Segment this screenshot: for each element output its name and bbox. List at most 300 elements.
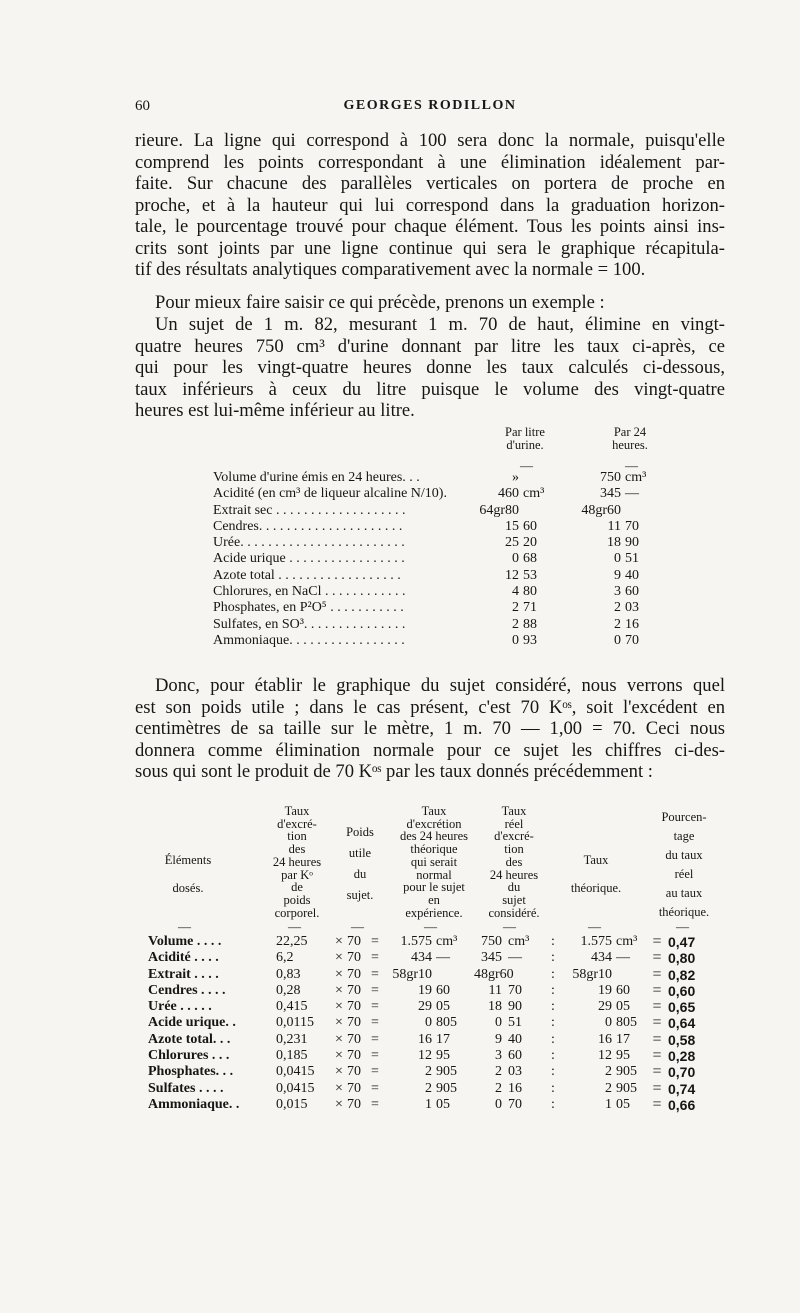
- equals-sign: =: [371, 966, 379, 982]
- excretion-rate: 0,185: [276, 1048, 308, 1064]
- per-litre-value: 15: [505, 518, 519, 534]
- header-line: dosés.: [172, 881, 204, 895]
- equals-sign: =: [652, 949, 662, 967]
- theoretical-rate-decimal: 60: [616, 982, 630, 998]
- per-litre-value: 0: [512, 632, 519, 648]
- theoretical-decimal: 805: [436, 1015, 457, 1031]
- header-line: d'excré-: [494, 829, 534, 844]
- theoretical-value: 1: [425, 1096, 432, 1112]
- header-line: du: [353, 867, 367, 881]
- header-line: considéré.: [488, 905, 540, 920]
- real-decimal: 90: [508, 999, 522, 1015]
- real-decimal: cm³: [508, 934, 530, 949]
- real-decimal: 03: [508, 1064, 522, 1080]
- real-value: 0: [495, 1015, 502, 1031]
- per-24h-value: 3: [614, 584, 621, 600]
- header-line: du taux: [665, 848, 703, 862]
- text-line: tale, le pourcentage trouvé pour chaque élément. Tous les points ainsi ins-: [135, 216, 725, 237]
- table-row: [148, 999, 728, 1015]
- per-litre-value: 460: [498, 486, 519, 502]
- excretion-rate: 22,25: [276, 934, 308, 949]
- text-line: quatre heures 750 cm³ d'urine donnant par litre les taux ci-après, ce: [135, 335, 725, 357]
- theoretical-rate-decimal: 805: [616, 1015, 637, 1031]
- real-decimal: 70: [508, 1096, 522, 1112]
- weight-value: 70: [347, 1015, 361, 1031]
- theoretical-rate-decimal: 905: [616, 1064, 637, 1080]
- theoretical-rate-value: 0: [605, 1015, 612, 1031]
- per-litre-value: 64gr80: [479, 502, 519, 518]
- equals-sign: =: [652, 933, 662, 950]
- row-label: Acidité (en cm³ de liqueur alcaline N/10).: [213, 486, 447, 502]
- percentage-value: 0,60: [668, 982, 696, 999]
- weight-value: 70: [347, 1031, 361, 1047]
- per-24h-value: 345: [600, 486, 621, 502]
- percentage-value: 0,74: [668, 1080, 696, 1097]
- table-row: [148, 983, 728, 999]
- column-header-theoretical-rate: [558, 846, 634, 902]
- real-value: 9: [495, 1031, 502, 1047]
- per-litre-decimal: 80: [523, 584, 537, 600]
- equals-sign: =: [371, 934, 379, 949]
- text-line: rieure. La ligne qui correspond à 100 sera donc la normale, puisqu'elle: [135, 130, 725, 151]
- header-rule: —: [503, 919, 516, 934]
- header-line: corporel.: [274, 905, 320, 920]
- percentage-value: 0,58: [668, 1031, 696, 1048]
- theoretical-rate-decimal: cm³: [616, 934, 638, 949]
- real-value: 11: [488, 982, 502, 998]
- per-litre-value: 4: [512, 584, 519, 600]
- header-rule: —: [625, 458, 638, 473]
- theoretical-rate-value: 2: [605, 1080, 612, 1096]
- equals-sign: =: [652, 1030, 662, 1048]
- theoretical-rate-decimal: 05: [616, 999, 630, 1015]
- theoretical-decimal: —: [436, 950, 450, 966]
- percentage-table-rows: [148, 934, 728, 1113]
- paragraph-3: [135, 314, 725, 422]
- header-line: de: [291, 880, 303, 895]
- ratio-colon: :: [551, 1064, 555, 1080]
- column-header-real: [474, 805, 554, 919]
- per-litre-decimal: 88: [523, 616, 537, 632]
- real-decimal: 16: [508, 1080, 522, 1096]
- weight-value: 70: [347, 1096, 361, 1112]
- element-label: Phosphates. . .: [148, 1064, 234, 1080]
- header-line: en: [428, 892, 440, 907]
- equals-sign: =: [652, 965, 662, 983]
- text-line: crits sont joints par une ligne continue qui sera le graphique récapitula-: [135, 237, 725, 259]
- ratio-colon: :: [551, 982, 555, 998]
- theoretical-rate-decimal: —: [616, 950, 630, 966]
- header-rule: —: [288, 919, 301, 934]
- per-24h-value: 750: [600, 470, 621, 485]
- weight-value: 70: [347, 950, 361, 966]
- row-label: Phosphates, en P²O⁵ . . . . . . . . . . .: [213, 600, 404, 616]
- element-label: Urée . . . . .: [148, 999, 212, 1015]
- theoretical-rate-value: 58gr10: [572, 966, 612, 982]
- theoretical-value: 2: [425, 1064, 432, 1080]
- theoretical-rate-decimal: 05: [616, 1096, 630, 1112]
- text-line: heures est lui-même inférieur au litre.: [135, 400, 415, 421]
- per-24h-value: 0: [614, 551, 621, 567]
- equals-sign: =: [371, 982, 379, 998]
- ratio-colon: :: [551, 934, 555, 949]
- column-header-elements: [148, 846, 228, 902]
- per-litre-value: 12: [505, 567, 519, 583]
- multiply-sign: ×: [335, 966, 343, 982]
- header-line: tion: [287, 829, 307, 844]
- real-value: 345: [481, 950, 502, 966]
- theoretical-decimal: 905: [436, 1080, 457, 1096]
- header-line: d'excrétion: [406, 816, 462, 831]
- percentage-value: 0,80: [668, 950, 696, 967]
- real-decimal: 70: [508, 982, 522, 998]
- theoretical-rate-decimal: 17: [616, 1031, 630, 1047]
- header-line: théorique.: [570, 881, 622, 895]
- theoretical-value: 29: [418, 999, 432, 1015]
- equals-sign: =: [371, 1015, 379, 1031]
- table-row: [148, 1097, 728, 1113]
- paragraph-4: [135, 675, 725, 783]
- running-head: GEORGES RODILLON: [343, 98, 517, 113]
- text-line: tif des résultats analytiques comparativement avec la normale = 100.: [135, 259, 646, 280]
- per-24h-decimal: 70: [625, 632, 639, 648]
- theoretical-rate-value: 434: [591, 950, 612, 966]
- header-line: pour le sujet: [403, 880, 465, 895]
- equals-sign: =: [371, 1096, 379, 1112]
- theoretical-decimal: cm³: [436, 934, 458, 949]
- per-litre-value: 2: [512, 600, 519, 616]
- equals-sign: =: [371, 1080, 379, 1096]
- element-label: Extrait . . . .: [148, 966, 219, 982]
- header-line: poids: [283, 892, 311, 907]
- excretion-rate: 0,83: [276, 966, 301, 982]
- theoretical-value: 12: [418, 1048, 432, 1064]
- theoretical-decimal: 905: [436, 1064, 457, 1080]
- per-litre-value: 25: [505, 535, 519, 551]
- weight-value: 70: [347, 1080, 361, 1096]
- ratio-colon: :: [551, 1031, 555, 1047]
- text-line: proche, et à la hauteur qui lui correspond dans la graduation horizon-: [135, 194, 725, 216]
- per-litre-decimal: 68: [523, 551, 537, 567]
- header-line: tage: [673, 829, 695, 843]
- header-line: réel: [504, 816, 524, 831]
- equals-sign: =: [652, 1047, 662, 1065]
- table-row: [148, 1064, 728, 1080]
- theoretical-decimal: 05: [436, 999, 450, 1015]
- table-row: [148, 1032, 728, 1048]
- per-litre-decimal: cm³: [523, 486, 545, 502]
- excretion-rate: 0,0415: [276, 1080, 315, 1096]
- header-line: Taux: [501, 804, 527, 818]
- multiply-sign: ×: [335, 982, 343, 998]
- header-line: Éléments: [164, 853, 212, 867]
- row-label: Extrait sec . . . . . . . . . . . . . . . . . . .: [213, 502, 406, 518]
- paragraph-1: [135, 130, 725, 281]
- per-24h-decimal: 16: [625, 616, 639, 632]
- per-litre-decimal: 53: [523, 567, 537, 583]
- weight-value: 70: [347, 1048, 361, 1064]
- excretion-rate: 0,0415: [276, 1064, 315, 1080]
- per-24h-decimal: 40: [625, 567, 639, 583]
- multiply-sign: ×: [335, 999, 343, 1015]
- percentage-value: 0,66: [668, 1096, 696, 1113]
- theoretical-rate-value: 1: [605, 1096, 612, 1112]
- multiply-sign: ×: [335, 950, 343, 966]
- excretion-rate: 0,231: [276, 1031, 308, 1047]
- element-label: Azote total. . .: [148, 1031, 231, 1047]
- element-label: Cendres . . . .: [148, 982, 226, 998]
- weight-value: 70: [347, 982, 361, 998]
- header-line: théorique.: [658, 905, 710, 919]
- row-label: Sulfates, en SO³. . . . . . . . . . . . . . .: [213, 616, 406, 632]
- per-24h-value: 9: [614, 567, 621, 583]
- equals-sign: =: [371, 999, 379, 1015]
- theoretical-value: 16: [418, 1031, 432, 1047]
- header-line: Poids: [346, 825, 374, 839]
- per-litre-decimal: 71: [523, 600, 537, 616]
- text-line: est son poids utile ; dans le cas présent, c'est 70 Kᵒˢ, soit l'excédent en: [135, 696, 725, 718]
- theoretical-rate-value: 19: [598, 982, 612, 998]
- element-label: Acide urique. .: [148, 1015, 236, 1031]
- header-line: utile: [348, 846, 372, 860]
- text-line: qui pour les vingt-quatre heures donne les taux calculés ci-dessous,: [135, 357, 725, 378]
- per-24h-decimal: 90: [625, 535, 639, 551]
- header-line: théorique: [410, 842, 458, 857]
- header-line: 24 heures: [489, 867, 539, 882]
- header-line: du: [507, 880, 521, 895]
- per-litre-value: 2: [512, 616, 519, 632]
- equals-sign: =: [652, 981, 662, 999]
- table-row: [148, 967, 728, 983]
- text-line: donnera comme élimination normale pour ce sujet les chiffres ci-des-: [135, 739, 725, 761]
- header-line: au taux: [665, 886, 703, 900]
- real-value: 3: [495, 1048, 502, 1064]
- header-line: tion: [504, 842, 524, 857]
- header-rule: —: [178, 919, 191, 934]
- text-line: Un sujet de 1 m. 82, mesurant 1 m. 70 de haut, élimine en vingt-: [155, 314, 725, 335]
- header-line: des: [505, 854, 523, 869]
- header-line: Taux: [583, 853, 609, 867]
- header-rule: —: [351, 919, 364, 934]
- header-line: sujet: [502, 892, 526, 907]
- theoretical-value: 1.575: [400, 934, 432, 949]
- excretion-rate: 0,015: [276, 1096, 308, 1112]
- equals-sign: =: [652, 1095, 662, 1113]
- real-value: 0: [495, 1096, 502, 1112]
- equals-sign: =: [652, 998, 662, 1016]
- percentage-value: 0,28: [668, 1048, 696, 1065]
- header-line: réel: [674, 867, 694, 881]
- column-header-weight: [334, 822, 386, 906]
- header-line: qui serait: [410, 854, 458, 869]
- header-line: sujet.: [346, 888, 374, 902]
- theoretical-decimal: 60: [436, 982, 450, 998]
- per-litre-decimal: 20: [523, 535, 537, 551]
- weight-value: 70: [347, 966, 361, 982]
- percentage-value: 0,64: [668, 1015, 696, 1032]
- element-label: Chlorures . . .: [148, 1048, 230, 1064]
- column-header-theoretical: [386, 805, 482, 919]
- real-decimal: 51: [508, 1015, 522, 1031]
- per-24h-decimal: 70: [625, 518, 639, 534]
- per-24h-decimal: 60: [625, 584, 639, 600]
- theoretical-decimal: 05: [436, 1096, 450, 1112]
- text-line: taux inférieurs à ceux du litre puisque le volume des vingt-quatre: [135, 378, 725, 400]
- text-line: Pour mieux faire saisir ce qui précède, prenons un exemple :: [155, 292, 605, 313]
- row-label: Volume d'urine émis en 24 heures. . .: [213, 470, 420, 485]
- real-value: 2: [495, 1064, 502, 1080]
- header-line: normal: [416, 867, 452, 882]
- per-24h-value: 2: [614, 600, 621, 616]
- equals-sign: =: [371, 1048, 379, 1064]
- per-24h-decimal: —: [625, 486, 639, 502]
- per-24h-value: 18: [607, 535, 621, 551]
- theoretical-decimal: 95: [436, 1048, 450, 1064]
- excretion-rate: 0,28: [276, 982, 301, 998]
- text-line: centimètres de sa taille sur le mètre, 1 m. 70 — 1,00 = 70. Ceci nous: [135, 718, 725, 739]
- ratio-colon: :: [551, 999, 555, 1015]
- per-24h-value: 0: [614, 632, 621, 648]
- real-value: 18: [488, 999, 502, 1015]
- table-row: [148, 950, 728, 966]
- theoretical-rate-value: 29: [598, 999, 612, 1015]
- theoretical-value: 58gr10: [392, 966, 432, 982]
- per-litre-value: »: [512, 470, 519, 485]
- column-header-excretion-rate: [260, 805, 334, 919]
- header-line: Taux: [421, 804, 447, 818]
- row-label: Urée. . . . . . . . . . . . . . . . . . . . . . . .: [213, 535, 405, 551]
- percentage-value: 0,70: [668, 1064, 696, 1081]
- theoretical-value: 434: [411, 950, 432, 966]
- theoretical-rate-value: 1.575: [580, 934, 612, 949]
- per-24h-decimal: 03: [625, 600, 639, 616]
- column-header-per-24h: Par 24 heures.: [612, 425, 648, 452]
- column-header-percentage: [644, 808, 724, 922]
- column-header-per-litre: Par litre d'urine.: [505, 425, 545, 452]
- equals-sign: =: [652, 1014, 662, 1032]
- row-label: Ammoniaque. . . . . . . . . . . . . . . . .: [213, 632, 405, 648]
- weight-value: 70: [347, 1064, 361, 1080]
- multiply-sign: ×: [335, 1080, 343, 1096]
- equals-sign: =: [652, 1079, 662, 1097]
- theoretical-value: 2: [425, 1080, 432, 1096]
- equals-sign: =: [371, 1064, 379, 1080]
- ratio-colon: :: [551, 1096, 555, 1112]
- theoretical-rate-value: 16: [598, 1031, 612, 1047]
- percentage-value: 0,47: [668, 934, 696, 950]
- header-rule: —: [520, 458, 533, 473]
- ratio-colon: :: [551, 1080, 555, 1096]
- row-label: Cendres. . . . . . . . . . . . . . . . . . . . .: [213, 518, 403, 534]
- page-number: 60: [135, 98, 150, 114]
- table-row: [148, 1015, 728, 1031]
- theoretical-rate-decimal: 95: [616, 1048, 630, 1064]
- excretion-rate: 6,2: [276, 950, 294, 966]
- multiply-sign: ×: [335, 1064, 343, 1080]
- theoretical-rate-decimal: 905: [616, 1080, 637, 1096]
- per-litre-decimal: 60: [523, 518, 537, 534]
- header-rule: —: [676, 919, 689, 934]
- per-24h-value: 11: [607, 518, 621, 534]
- percentage-table: [148, 802, 728, 1132]
- ratio-colon: :: [551, 966, 555, 982]
- ratio-colon: :: [551, 1048, 555, 1064]
- equals-sign: =: [652, 1063, 662, 1081]
- multiply-sign: ×: [335, 1015, 343, 1031]
- row-label: Chlorures, en NaCl . . . . . . . . . . . .: [213, 584, 406, 600]
- element-label: Ammoniaque. .: [148, 1096, 240, 1112]
- theoretical-value: 19: [418, 982, 432, 998]
- page-header: [135, 98, 725, 120]
- ratio-colon: :: [551, 950, 555, 966]
- theoretical-decimal: 17: [436, 1031, 450, 1047]
- ratio-colon: :: [551, 1015, 555, 1031]
- paragraph-2: [135, 292, 725, 314]
- real-decimal: 60: [508, 1048, 522, 1064]
- theoretical-rate-value: 2: [605, 1064, 612, 1080]
- theoretical-rate-value: 12: [598, 1048, 612, 1064]
- row-label: Acide urique . . . . . . . . . . . . . . . . .: [213, 551, 405, 567]
- table-row: [148, 1081, 728, 1097]
- percentage-value: 0,65: [668, 999, 696, 1016]
- header-line: des 24 heures: [399, 829, 469, 844]
- element-label: Acidité . . . .: [148, 950, 219, 966]
- theoretical-value: 0: [425, 1015, 432, 1031]
- multiply-sign: ×: [335, 1031, 343, 1047]
- per-24h-decimal: cm³: [625, 470, 647, 485]
- row-label: Azote total . . . . . . . . . . . . . . . . . .: [213, 567, 401, 583]
- per-24h-value: 48gr60: [581, 502, 621, 518]
- header-rule: —: [424, 919, 437, 934]
- per-litre-value: 0: [512, 551, 519, 567]
- per-24h-value: 2: [614, 616, 621, 632]
- header-line: expérience.: [405, 905, 463, 920]
- excretion-rate: 0,0115: [276, 1015, 314, 1031]
- per-litre-decimal: 93: [523, 632, 537, 648]
- header-line: des: [288, 842, 306, 857]
- element-label: Sulfates . . . .: [148, 1080, 224, 1096]
- header-line: Pourcen-: [661, 810, 707, 824]
- weight-value: 70: [347, 934, 361, 949]
- real-value: 750: [481, 934, 502, 949]
- header-line: d'excré-: [277, 816, 317, 831]
- multiply-sign: ×: [335, 1048, 343, 1064]
- header-line: Taux: [284, 804, 310, 818]
- header-line: 24 heures: [272, 854, 322, 869]
- real-value: 2: [495, 1080, 502, 1096]
- multiply-sign: ×: [335, 934, 343, 949]
- percentage-value: 0,82: [668, 966, 696, 983]
- multiply-sign: ×: [335, 1096, 343, 1112]
- real-decimal: —: [508, 950, 522, 966]
- header-rule: —: [588, 919, 601, 934]
- per-24h-decimal: 51: [625, 551, 639, 567]
- text-line: sous qui sont le produit de 70 Kᵒˢ par les taux donnés précédemment :: [135, 761, 653, 782]
- table-row: [148, 934, 728, 950]
- equals-sign: =: [371, 1031, 379, 1047]
- text-line: Donc, pour établir le graphique du sujet considéré, nous verrons quel: [155, 675, 725, 696]
- real-decimal: 40: [508, 1031, 522, 1047]
- table-row: [148, 1048, 728, 1064]
- text-line: comprend les points correspondant à une élimination idéalement par-: [135, 151, 725, 173]
- equals-sign: =: [371, 950, 379, 966]
- header-line: par Kᵒ: [281, 867, 313, 882]
- real-value: 48gr60: [474, 966, 514, 982]
- text-line: faite. Sur chacune des parallèles verticales on portera de proche en: [135, 173, 725, 194]
- excretion-rate: 0,415: [276, 999, 308, 1015]
- weight-value: 70: [347, 999, 361, 1015]
- element-label: Volume . . . .: [148, 934, 222, 949]
